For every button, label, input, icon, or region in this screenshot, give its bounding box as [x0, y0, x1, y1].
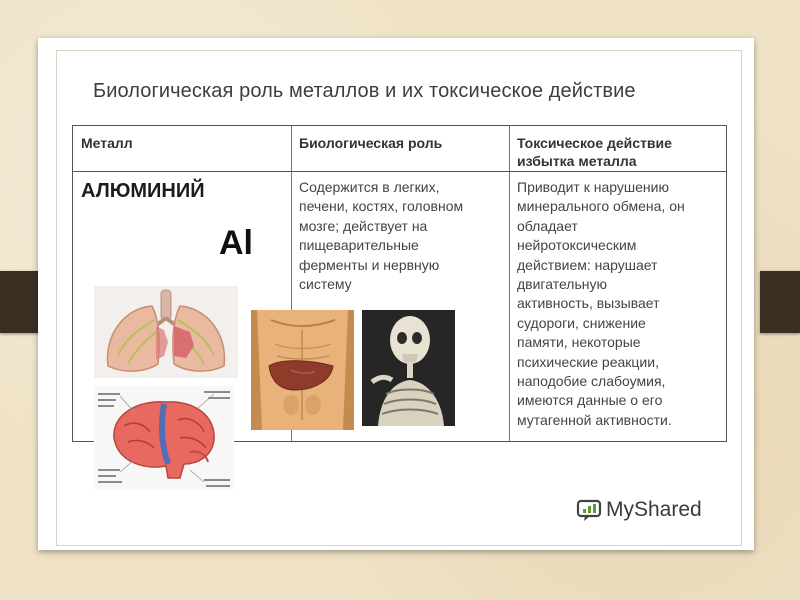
header-toxic-line-2: избытка металла — [517, 153, 637, 169]
left-side-tab — [0, 271, 40, 333]
toxic-line: мутагенной активности. — [517, 411, 672, 428]
bio-role-cell — [299, 178, 463, 294]
toxic-line: обладает — [517, 217, 578, 234]
header-bio-role: Биологическая роль — [299, 135, 443, 151]
toxic-line: действием: нарушает — [517, 256, 658, 273]
toxic-line: судороги, снижение — [517, 314, 646, 331]
metal-name: АЛЮМИНИЙ — [81, 180, 205, 202]
lungs-illustration — [94, 286, 238, 378]
bio-role-line: систему — [299, 276, 352, 293]
toxic-line: активность, вызывает — [517, 295, 660, 312]
metal-symbol: Al — [219, 224, 253, 262]
myshared-logo-text: MyShared — [606, 498, 702, 521]
header-toxic-line-1: Токсическое действие — [517, 135, 672, 151]
torso-liver-illustration — [251, 310, 354, 430]
toxic-line: нейротоксическим — [517, 237, 637, 254]
brain-illustration — [94, 386, 234, 490]
header-toxic-effect — [517, 134, 672, 170]
bio-role-line: ферменты и нервную — [299, 256, 440, 273]
bio-role-line: мозге; действует на — [299, 217, 428, 234]
toxic-line: психические реакции, — [517, 353, 659, 370]
toxic-line: Приводит к нарушению — [517, 179, 669, 195]
toxic-line: имеются данные о его — [517, 392, 663, 409]
toxic-line: минерального обмена, он — [517, 198, 685, 215]
slide-title: Биологическая роль металлов и их токсическое действие — [93, 80, 636, 102]
toxic-line: памяти, некоторые — [517, 334, 641, 351]
bio-role-line: пищеварительные — [299, 237, 419, 254]
right-side-tab — [760, 271, 800, 333]
toxic-line: двигательную — [517, 276, 607, 293]
myshared-watermark — [576, 498, 702, 522]
header-divider — [73, 171, 726, 172]
header-metal: Металл — [81, 135, 133, 151]
bio-role-line: Содержится в легких, — [299, 179, 440, 195]
myshared-logo-icon — [576, 498, 602, 522]
toxic-line: наподобие слабоумия, — [517, 373, 666, 390]
toxic-effect-cell — [517, 178, 685, 430]
bio-role-line: печени, костях, головном — [299, 198, 464, 215]
skeleton-illustration — [362, 310, 455, 426]
column-divider-2 — [509, 126, 510, 441]
